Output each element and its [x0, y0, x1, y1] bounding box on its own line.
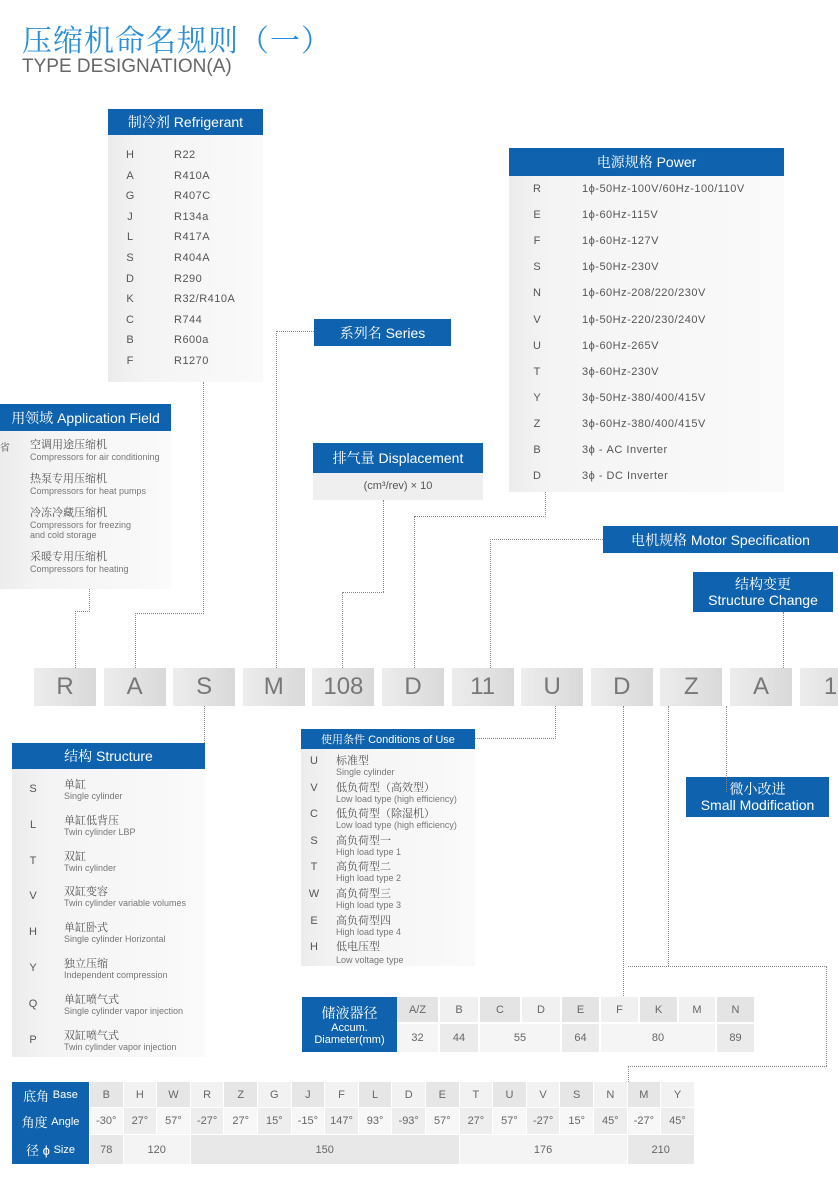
base-angle: 93°	[359, 1108, 392, 1134]
structure-change-en: Structure Change	[708, 592, 818, 608]
base-label-base	[12, 1082, 89, 1108]
accum-zh: 储液器径	[321, 1004, 378, 1021]
base-code: Y	[661, 1082, 694, 1107]
page-subtitle: TYPE DESIGNATION(A)	[22, 56, 232, 77]
structure-en: Independent compression	[64, 970, 168, 980]
refrigerant-row	[108, 190, 263, 206]
refrigerant-value: R407C	[174, 190, 211, 203]
accum-code: A/Z	[397, 997, 438, 1022]
refrigerant-value: R600a	[174, 334, 209, 347]
refrigerant-code: J	[127, 210, 133, 223]
structure-en: Single cylinder Horizontal	[64, 934, 166, 945]
structure-zh: 单缸低背压	[64, 814, 119, 827]
displacement-unit: (cm³/rev) × 10	[363, 480, 433, 492]
power-code: Y	[533, 391, 541, 404]
application-en: Compressors for heating	[30, 564, 129, 574]
conditions-en: Low load type (high efficiency)	[336, 793, 457, 804]
application-en: Compressors for freezing	[30, 520, 132, 530]
connector-motor-v	[490, 539, 491, 668]
refrigerant-code: H	[126, 149, 134, 161]
code-segment: S	[173, 668, 235, 706]
power-code: F	[533, 235, 541, 248]
connector-base-v3	[628, 1066, 629, 1082]
refrigerant-row	[108, 273, 263, 289]
accum-value: 44	[440, 1024, 478, 1052]
power-row	[509, 261, 784, 277]
accum-code: C	[480, 997, 520, 1022]
code-segment: U	[521, 668, 583, 706]
application-zh: 热泵专用压缩机	[30, 473, 107, 485]
accum-code: F	[601, 997, 638, 1022]
base-size: 210	[628, 1135, 694, 1164]
connector-base-v	[668, 706, 669, 966]
base-label-size	[12, 1135, 89, 1164]
power-row	[509, 392, 784, 408]
connector-app-h	[75, 611, 90, 612]
conditions-zh: 高负荷型一	[336, 834, 391, 847]
base-angle: -15°	[292, 1108, 325, 1134]
power-row	[509, 183, 784, 199]
structure-en: Single cylinder vapor injection	[64, 1005, 184, 1016]
conditions-zh: 低电压型	[336, 941, 380, 954]
base-angle: 57°	[426, 1108, 459, 1134]
conditions-code: U	[310, 755, 318, 767]
connector-refrigerant-v	[135, 613, 136, 668]
conditions-zh: 高负荷型三	[336, 888, 391, 900]
base-angle: 15°	[258, 1108, 291, 1134]
connector-change-v	[783, 612, 784, 668]
connector-app-v	[75, 611, 76, 668]
conditions-en: Low voltage type	[336, 955, 404, 966]
accum-code: D	[522, 997, 560, 1022]
connector-power-v	[545, 492, 546, 517]
structure-zh: 单缸	[64, 779, 86, 791]
connector-cond-v	[555, 706, 556, 739]
refrigerant-value: R32/R410A	[174, 293, 236, 306]
base-code: R	[191, 1082, 224, 1107]
code-segment: A	[104, 668, 166, 706]
base-code: G	[258, 1082, 291, 1107]
accum-code: M	[679, 997, 715, 1022]
conditions-code: H	[310, 941, 318, 954]
application-zh: 冷冻冷藏压缩机	[30, 507, 107, 519]
power-value: 1ϕ-50Hz-100V/60Hz-100/110V	[582, 183, 745, 195]
refrigerant-value: R134a	[174, 210, 209, 223]
connector-disp-h	[342, 592, 384, 593]
base-code: N	[594, 1082, 627, 1107]
power-row	[509, 314, 784, 330]
accum-code: N	[717, 997, 754, 1022]
power-code: B	[533, 444, 541, 456]
base-angle: -30°	[90, 1108, 123, 1134]
structure-zh: 双缸变容	[64, 886, 108, 899]
power-code: V	[533, 313, 541, 326]
accum-value: 55	[480, 1024, 560, 1052]
base-code: Z	[224, 1082, 257, 1107]
connector-power-v2	[414, 516, 415, 668]
refrigerant-value: R1270	[174, 355, 209, 367]
structure-code: P	[29, 1033, 37, 1046]
displacement-header: 排气量 Displacement	[313, 443, 483, 473]
structure-change-header	[693, 572, 833, 612]
power-code: N	[533, 287, 541, 300]
refrigerant-row	[108, 355, 263, 371]
power-code: T	[533, 365, 541, 378]
base-code: L	[359, 1082, 392, 1107]
size-en: Size	[53, 1143, 75, 1156]
code-segment: D	[591, 668, 653, 706]
application-en: Compressors for air conditioning	[30, 452, 160, 462]
structure-zh: 双缸喷气式	[64, 1029, 119, 1042]
base-size: 120	[124, 1135, 190, 1164]
refrigerant-table	[108, 135, 263, 382]
application-zh: 空调用途压缩机	[30, 439, 107, 451]
refrigerant-header: 制冷剂 Refrigerant	[108, 109, 263, 135]
structure-en: Twin cylinder vapor injection	[64, 1041, 177, 1052]
code-segment: 1	[800, 668, 838, 706]
structure-code: Q	[28, 997, 38, 1010]
conditions-zh: 高负荷型四	[336, 914, 391, 927]
application-code: 省	[0, 443, 10, 454]
conditions-code: V	[310, 781, 318, 794]
power-value: 3ϕ - AC Inverter	[582, 444, 668, 456]
power-code: R	[533, 183, 541, 195]
power-table	[509, 176, 784, 492]
connector-series-h	[276, 331, 314, 332]
power-value: 3ϕ - DC Inverter	[582, 470, 669, 483]
accum-value: 64	[562, 1024, 599, 1052]
power-code: E	[533, 209, 541, 222]
base-angle: 57°	[493, 1108, 526, 1134]
accum-header	[302, 997, 397, 1052]
small-mod-en: Small Modification	[700, 797, 815, 813]
conditions-en: Low load type (high efficiency)	[336, 820, 457, 831]
displacement-unit-box	[313, 473, 483, 500]
structure-code: Y	[29, 962, 37, 974]
structure-code: T	[29, 854, 37, 867]
power-row	[509, 235, 784, 251]
structure-zh: 独立压缩	[64, 958, 108, 970]
power-row	[509, 366, 784, 382]
angle-en: Angle	[51, 1115, 80, 1128]
refrigerant-code: K	[126, 293, 134, 306]
refrigerant-value: R22	[174, 149, 196, 161]
base-angle: -27°	[527, 1108, 560, 1134]
power-value: 1ϕ-60Hz-265V	[582, 339, 659, 352]
power-code: Z	[533, 417, 541, 430]
structure-zh: 单缸卧式	[64, 922, 108, 935]
refrigerant-value: R410A	[174, 169, 211, 182]
structure-header: 结构 Structure	[12, 743, 205, 769]
power-row	[509, 444, 784, 460]
code-segment: 11	[452, 668, 514, 706]
structure-table	[12, 769, 205, 1057]
power-value: 1ϕ-60Hz-115V	[582, 209, 659, 222]
connector-refrigerant-h	[135, 613, 204, 614]
power-code: S	[533, 261, 541, 274]
refrigerant-row	[108, 252, 263, 268]
power-row	[509, 340, 784, 356]
base-code: S	[560, 1082, 593, 1107]
conditions-zh: 标准型	[336, 755, 369, 767]
base-angle: -93°	[392, 1108, 425, 1134]
power-value: 3ϕ-60Hz-380/400/415V	[582, 417, 706, 430]
size-zh: 径 ϕ	[26, 1143, 50, 1158]
power-value: 1ϕ-50Hz-230V	[582, 261, 659, 274]
conditions-code: S	[310, 834, 318, 847]
base-code: E	[426, 1082, 459, 1107]
structure-en: Single cylinder	[64, 791, 123, 801]
power-value: 1ϕ-50Hz-220/230/240V	[582, 313, 706, 326]
conditions-code: W	[308, 888, 320, 900]
conditions-zh: 低负荷型（除湿机）	[336, 808, 435, 821]
small-mod-header	[686, 777, 829, 817]
refrigerant-code: F	[126, 355, 134, 367]
power-value: 1ϕ-60Hz-127V	[582, 235, 659, 248]
conditions-code: E	[310, 914, 318, 927]
refrigerant-code: D	[126, 272, 134, 285]
base-size: 176	[460, 1135, 627, 1164]
conditions-zh: 高负荷型二	[336, 861, 391, 874]
structure-code: V	[29, 890, 37, 903]
accum-value: 80	[601, 1024, 715, 1052]
base-angle: 27°	[460, 1108, 493, 1134]
code-segment: M	[243, 668, 305, 706]
base-code: B	[90, 1082, 123, 1107]
refrigerant-row	[108, 334, 263, 350]
base-angle: 57°	[157, 1108, 190, 1134]
accum-value: 32	[397, 1024, 438, 1052]
structure-en: Twin cylinder	[64, 862, 117, 873]
refrigerant-value: R290	[174, 272, 203, 285]
refrigerant-code: L	[126, 231, 134, 244]
base-angle: -27°	[191, 1108, 224, 1134]
power-value: 3ϕ-50Hz-380/400/415V	[582, 391, 706, 404]
refrigerant-row	[108, 149, 263, 165]
connector-accum-v	[623, 706, 624, 996]
series-header: 系列名 Series	[314, 319, 451, 346]
conditions-table	[301, 749, 475, 966]
structure-change-zh: 结构变更	[735, 576, 791, 592]
connector-series-v	[276, 331, 277, 668]
code-segment: D	[382, 668, 444, 706]
conditions-en: High load type 4	[336, 926, 402, 937]
refrigerant-value: R744	[174, 313, 203, 326]
structure-code: H	[29, 926, 37, 939]
refrigerant-code: G	[125, 190, 135, 203]
connector-disp-v2	[342, 592, 343, 668]
application-table	[0, 431, 171, 589]
base-angle: -27°	[628, 1108, 661, 1134]
base-code: V	[527, 1082, 560, 1107]
conditions-code: T	[310, 861, 318, 874]
structure-zh: 双缸	[64, 850, 86, 863]
base-angle: 147°	[325, 1108, 358, 1134]
accum-code: B	[440, 997, 478, 1022]
refrigerant-value: R404A	[174, 252, 211, 264]
refrigerant-code: A	[126, 169, 134, 182]
connector-structure-v	[204, 706, 205, 743]
code-segment: R	[34, 668, 96, 706]
power-row	[509, 418, 784, 434]
base-code: T	[460, 1082, 493, 1107]
structure-code: S	[29, 783, 37, 795]
power-row	[509, 209, 784, 225]
structure-code: L	[29, 818, 37, 831]
code-segment: Z	[660, 668, 722, 706]
conditions-en: Single cylinder	[336, 767, 395, 777]
power-header: 电源规格 Power	[509, 148, 784, 176]
power-value: 1ϕ-60Hz-208/220/230V	[582, 287, 706, 300]
base-angle: 27°	[124, 1108, 157, 1134]
base-code: U	[493, 1082, 526, 1107]
accum-code: E	[562, 997, 599, 1022]
conditions-en: High load type 3	[336, 900, 402, 910]
base-code: F	[325, 1082, 358, 1107]
connector-power-h	[414, 516, 546, 517]
structure-en: Twin cylinder variable volumes	[64, 898, 187, 909]
connector-motor-h	[490, 539, 603, 540]
accum-en2: Diameter(mm)	[314, 1033, 385, 1046]
accum-en1: Accum.	[331, 1021, 368, 1034]
refrigerant-code: S	[126, 252, 134, 264]
refrigerant-row	[108, 231, 263, 247]
angle-zh: 角度	[21, 1115, 48, 1130]
power-row	[509, 470, 784, 486]
conditions-header: 使用条件 Conditions of Use	[301, 729, 475, 749]
base-size: 78	[90, 1135, 123, 1164]
refrigerant-code: C	[126, 313, 134, 326]
base-code: J	[292, 1082, 325, 1107]
base-angle: 45°	[661, 1108, 694, 1134]
accum-code: K	[640, 997, 677, 1022]
power-code: U	[533, 339, 541, 352]
connector-base-v2	[826, 966, 827, 1066]
connector-small-v	[726, 706, 727, 792]
power-value: 3ϕ-60Hz-230V	[582, 365, 659, 378]
conditions-zh: 低负荷型（高效型）	[336, 781, 435, 794]
conditions-en: High load type 2	[336, 873, 402, 884]
base-code: M	[628, 1082, 661, 1107]
code-segment: 108	[312, 668, 374, 706]
refrigerant-value: R417A	[174, 231, 211, 244]
structure-en: Twin cylinder LBP	[64, 826, 136, 837]
structure-zh: 单缸喷气式	[64, 993, 119, 1006]
connector-disp-v1	[383, 500, 384, 592]
application-zh: 采暖专用压缩机	[30, 551, 107, 563]
base-size: 150	[191, 1135, 459, 1164]
base-code: H	[124, 1082, 157, 1107]
base-en: Base	[52, 1089, 78, 1101]
base-code: W	[157, 1082, 190, 1107]
application-en: and cold storage	[30, 530, 97, 540]
refrigerant-row	[108, 293, 263, 309]
code-segment: A	[730, 668, 792, 706]
base-zh: 底角	[23, 1088, 50, 1104]
base-angle: 15°	[560, 1108, 593, 1134]
conditions-code: C	[310, 808, 318, 821]
refrigerant-row	[108, 170, 263, 186]
refrigerant-row	[108, 211, 263, 227]
connector-cond-h	[475, 738, 556, 739]
motor-header: 电机规格 Motor Specification	[603, 526, 838, 553]
base-angle: 45°	[594, 1108, 627, 1134]
small-mod-zh: 微小改进	[729, 781, 786, 797]
base-angle: 27°	[224, 1108, 257, 1134]
conditions-en: High load type 1	[336, 846, 402, 857]
application-en: Compressors for heat pumps	[30, 486, 147, 496]
refrigerant-row	[108, 314, 263, 330]
power-row	[509, 287, 784, 303]
accum-value: 89	[717, 1024, 754, 1052]
connector-refrigerant	[203, 382, 204, 614]
power-code: D	[533, 470, 541, 483]
base-label-angle	[12, 1108, 89, 1135]
application-header: 用领域 Application Field	[0, 404, 171, 431]
page-title: 压缩机命名规则（一）	[22, 25, 332, 58]
refrigerant-code: B	[126, 334, 134, 347]
connector-base-h2	[628, 1066, 827, 1067]
connector-base-h	[628, 966, 827, 967]
base-code: D	[392, 1082, 425, 1107]
connector-app	[89, 589, 90, 612]
